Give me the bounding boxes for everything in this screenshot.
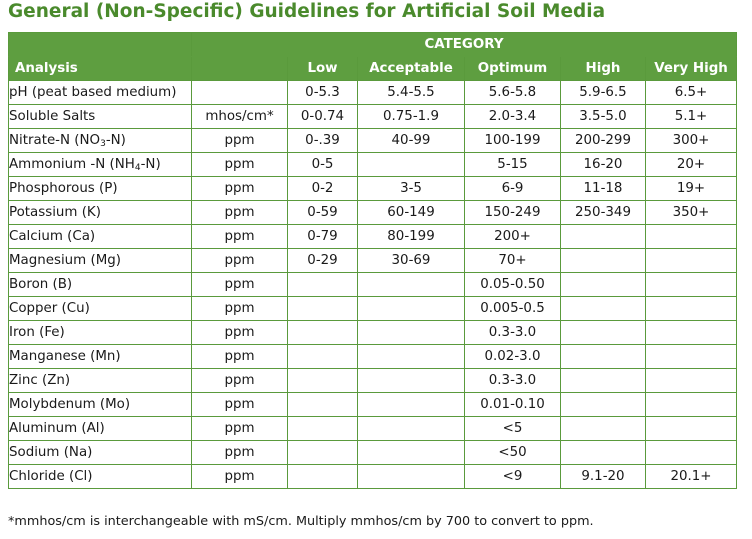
cell-very-high xyxy=(646,249,737,273)
table-row xyxy=(9,129,737,153)
cell-optimum: 100-199 xyxy=(465,129,561,153)
cell-acceptable xyxy=(358,465,465,489)
cell-low xyxy=(288,465,358,489)
cell-high xyxy=(561,225,646,249)
cell-very-high xyxy=(646,345,737,369)
cell-unit: ppm xyxy=(192,129,288,153)
cell-high: 3.5-5.0 xyxy=(561,105,646,129)
table-row xyxy=(9,105,737,129)
cell-low xyxy=(288,345,358,369)
cell-unit: ppm xyxy=(192,297,288,321)
cell-very-high xyxy=(646,369,737,393)
cell-acceptable xyxy=(358,417,465,441)
cell-unit: ppm xyxy=(192,177,288,201)
cell-very-high xyxy=(646,393,737,417)
col-header-analysis: Analysis xyxy=(9,57,192,81)
col-header-high: High xyxy=(561,57,646,81)
cell-optimum: 2.0-3.4 xyxy=(465,105,561,129)
category-header: CATEGORY xyxy=(192,33,737,57)
cell-low xyxy=(288,273,358,297)
analysis-name-text: Ammonium -N (NH xyxy=(9,157,135,172)
table-row xyxy=(9,273,737,297)
cell-unit: ppm xyxy=(192,393,288,417)
cell-optimum: 0.3-3.0 xyxy=(465,321,561,345)
cell-very-high xyxy=(646,225,737,249)
cell-acceptable xyxy=(358,441,465,465)
analysis-name-cell: Copper (Cu) xyxy=(9,297,192,321)
table-row xyxy=(9,369,737,393)
cell-optimum: 0.3-3.0 xyxy=(465,369,561,393)
analysis-name-subscript: 4 xyxy=(134,163,141,173)
cell-low xyxy=(288,369,358,393)
cell-low xyxy=(288,297,358,321)
cell-high xyxy=(561,345,646,369)
table-row xyxy=(9,81,737,105)
analysis-name-cell: Soluble Salts xyxy=(9,105,192,129)
cell-acceptable xyxy=(358,321,465,345)
cell-low: 0-5.3 xyxy=(288,81,358,105)
cell-unit: ppm xyxy=(192,273,288,297)
analysis-name-cell: Magnesium (Mg) xyxy=(9,249,192,273)
cell-acceptable: 5.4-5.5 xyxy=(358,81,465,105)
cell-low: 0-5 xyxy=(288,153,358,177)
analysis-name-text: -N) xyxy=(140,157,161,172)
cell-high: 5.9-6.5 xyxy=(561,81,646,105)
cell-high xyxy=(561,321,646,345)
analysis-name-cell: Chloride (Cl) xyxy=(9,465,192,489)
cell-very-high: 19+ xyxy=(646,177,737,201)
cell-low: 0-0.74 xyxy=(288,105,358,129)
cell-very-high: 350+ xyxy=(646,201,737,225)
cell-high xyxy=(561,249,646,273)
cell-unit: ppm xyxy=(192,417,288,441)
table-row xyxy=(9,393,737,417)
cell-optimum: 0.05-0.50 xyxy=(465,273,561,297)
cell-high xyxy=(561,369,646,393)
cell-optimum: 0.01-0.10 xyxy=(465,393,561,417)
analysis-name-cell xyxy=(9,153,192,177)
analysis-name-cell: Zinc (Zn) xyxy=(9,369,192,393)
col-header-acceptable: Acceptable xyxy=(358,57,465,81)
analysis-name-cell: Molybdenum (Mo) xyxy=(9,393,192,417)
cell-unit xyxy=(192,81,288,105)
cell-unit: ppm xyxy=(192,249,288,273)
col-header-unit xyxy=(192,57,288,81)
cell-acceptable xyxy=(358,297,465,321)
cell-high xyxy=(561,297,646,321)
cell-very-high: 20+ xyxy=(646,153,737,177)
cell-low xyxy=(288,441,358,465)
cell-optimum: 70+ xyxy=(465,249,561,273)
cell-optimum: 0.02-3.0 xyxy=(465,345,561,369)
table-row xyxy=(9,225,737,249)
cell-low: 0-.39 xyxy=(288,129,358,153)
table-row xyxy=(9,441,737,465)
cell-high xyxy=(561,417,646,441)
cell-high: 16-20 xyxy=(561,153,646,177)
analysis-name-cell: Boron (B) xyxy=(9,273,192,297)
cell-unit: ppm xyxy=(192,153,288,177)
category-header-row xyxy=(9,33,737,57)
header-blank-cell xyxy=(9,33,192,57)
cell-low xyxy=(288,321,358,345)
cell-optimum: 5-15 xyxy=(465,153,561,177)
table-row xyxy=(9,465,737,489)
analysis-name-cell: Phosphorous (P) xyxy=(9,177,192,201)
cell-low: 0-79 xyxy=(288,225,358,249)
analysis-name-text: -N) xyxy=(105,133,126,148)
cell-high xyxy=(561,273,646,297)
page-title: General (Non-Specific) Guidelines for Artificial Soil Media xyxy=(8,1,606,22)
analysis-name-cell: Manganese (Mn) xyxy=(9,345,192,369)
cell-acceptable xyxy=(358,345,465,369)
cell-low xyxy=(288,393,358,417)
cell-low: 0-2 xyxy=(288,177,358,201)
cell-high: 200-299 xyxy=(561,129,646,153)
cell-very-high xyxy=(646,273,737,297)
cell-very-high: 300+ xyxy=(646,129,737,153)
analysis-name-cell: Calcium (Ca) xyxy=(9,225,192,249)
cell-unit: ppm xyxy=(192,225,288,249)
table-row xyxy=(9,345,737,369)
table-row xyxy=(9,177,737,201)
table-row xyxy=(9,201,737,225)
cell-very-high xyxy=(646,297,737,321)
cell-unit: ppm xyxy=(192,321,288,345)
cell-unit: ppm xyxy=(192,201,288,225)
cell-acceptable: 40-99 xyxy=(358,129,465,153)
footnote: *mmhos/cm is interchangeable with mS/cm. Multiply mmhos/cm by 700 to convert to ppm. xyxy=(8,514,594,529)
cell-acceptable xyxy=(358,369,465,393)
cell-optimum: 0.005-0.5 xyxy=(465,297,561,321)
guidelines-table xyxy=(8,32,737,489)
cell-high: 9.1-20 xyxy=(561,465,646,489)
cell-acceptable: 80-199 xyxy=(358,225,465,249)
table-row xyxy=(9,249,737,273)
cell-optimum: 200+ xyxy=(465,225,561,249)
table-row xyxy=(9,417,737,441)
cell-unit: ppm xyxy=(192,465,288,489)
cell-acceptable: 60-149 xyxy=(358,201,465,225)
cell-optimum: 6-9 xyxy=(465,177,561,201)
cell-optimum: 5.6-5.8 xyxy=(465,81,561,105)
cell-optimum: <50 xyxy=(465,441,561,465)
table-row xyxy=(9,321,737,345)
cell-low xyxy=(288,417,358,441)
column-header-row xyxy=(9,57,737,81)
cell-optimum: 150-249 xyxy=(465,201,561,225)
cell-very-high: 5.1+ xyxy=(646,105,737,129)
col-header-very-high: Very High xyxy=(646,57,737,81)
cell-very-high: 6.5+ xyxy=(646,81,737,105)
cell-very-high xyxy=(646,321,737,345)
analysis-name-cell: Sodium (Na) xyxy=(9,441,192,465)
analysis-name-text: Nitrate-N (NO xyxy=(9,133,101,148)
analysis-name-cell: Aluminum (Al) xyxy=(9,417,192,441)
cell-acceptable: 0.75-1.9 xyxy=(358,105,465,129)
cell-low: 0-29 xyxy=(288,249,358,273)
cell-low: 0-59 xyxy=(288,201,358,225)
cell-very-high: 20.1+ xyxy=(646,465,737,489)
analysis-name-cell: Potassium (K) xyxy=(9,201,192,225)
cell-optimum: <9 xyxy=(465,465,561,489)
analysis-name-cell: Iron (Fe) xyxy=(9,321,192,345)
cell-acceptable: 3-5 xyxy=(358,177,465,201)
col-header-optimum: Optimum xyxy=(465,57,561,81)
cell-unit: mhos/cm* xyxy=(192,105,288,129)
analysis-name-subscript: 3 xyxy=(100,139,106,149)
cell-acceptable xyxy=(358,393,465,417)
analysis-name-cell: pH (peat based medium) xyxy=(9,81,192,105)
cell-optimum: <5 xyxy=(465,417,561,441)
table-row xyxy=(9,153,737,177)
cell-acceptable: 30-69 xyxy=(358,249,465,273)
cell-very-high xyxy=(646,441,737,465)
cell-very-high xyxy=(646,417,737,441)
cell-unit: ppm xyxy=(192,345,288,369)
cell-high: 250-349 xyxy=(561,201,646,225)
cell-acceptable xyxy=(358,273,465,297)
analysis-name-cell xyxy=(9,129,192,153)
cell-unit: ppm xyxy=(192,441,288,465)
cell-high xyxy=(561,393,646,417)
cell-high: 11-18 xyxy=(561,177,646,201)
table-row xyxy=(9,297,737,321)
col-header-low: Low xyxy=(288,57,358,81)
cell-acceptable xyxy=(358,153,465,177)
cell-high xyxy=(561,441,646,465)
cell-unit: ppm xyxy=(192,369,288,393)
